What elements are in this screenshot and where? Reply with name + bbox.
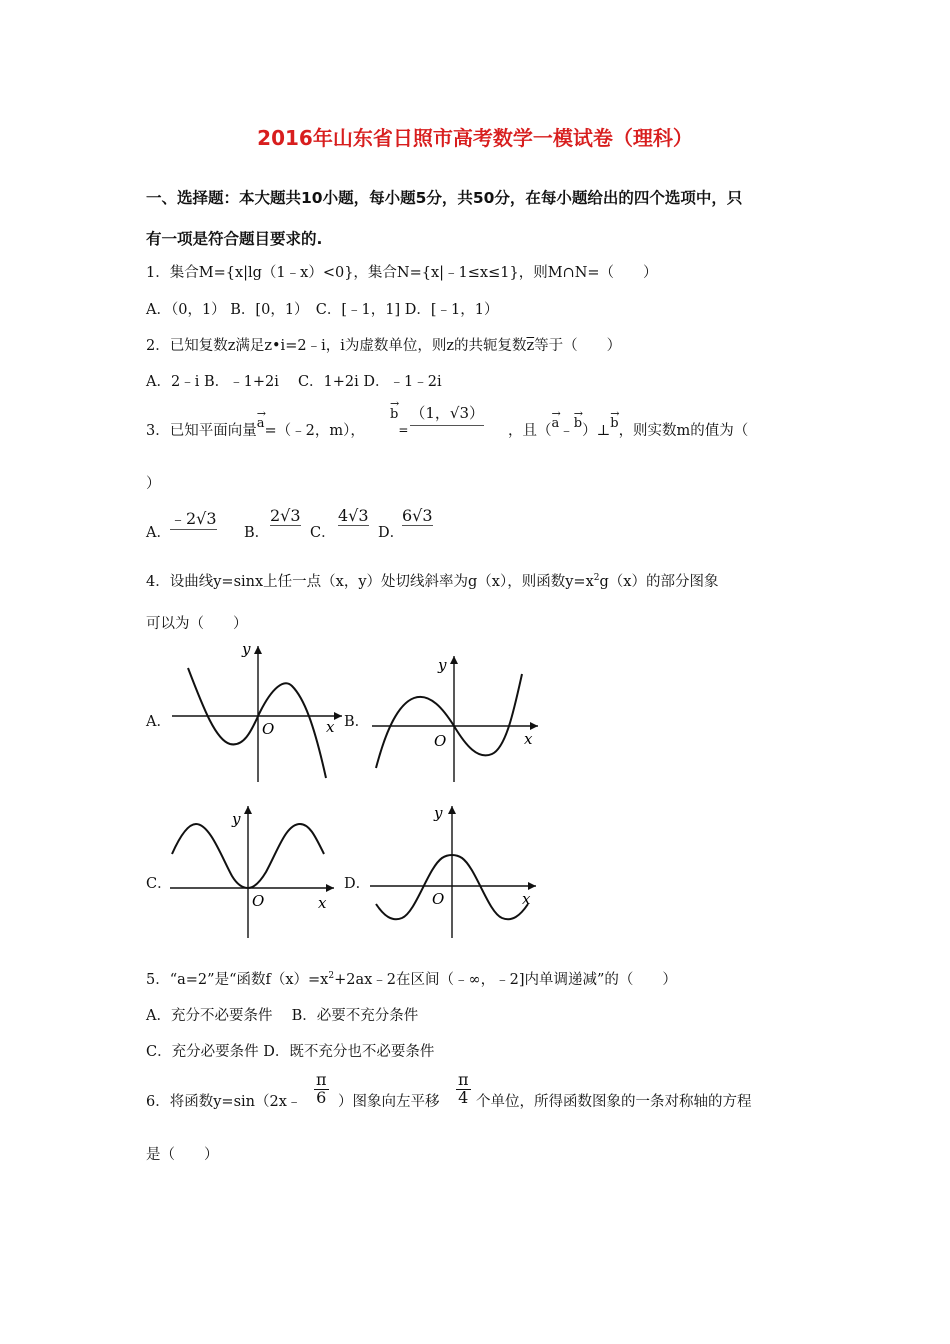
question-2-text-a: 2．已知复数z满足z•i=2﹣i，i为虚数单位，则z的共轭复数 bbox=[146, 338, 527, 354]
question-2-text bbox=[146, 334, 621, 355]
superscript-2-q5: 2 bbox=[328, 971, 335, 982]
q3-option-a-value: ﹣2√3 bbox=[170, 506, 217, 530]
question-2-text-b: 等于（ ） bbox=[534, 338, 622, 354]
vector-b: → b bbox=[390, 397, 400, 422]
graph-c-origin: O bbox=[252, 892, 265, 910]
graph-c-y-label: y bbox=[232, 810, 241, 828]
b-coordinates: （1，√3） bbox=[410, 402, 484, 426]
graph-b bbox=[368, 650, 540, 784]
question-6-text-c: 个单位，所得函数图象的一条对称轴的方程 bbox=[476, 1094, 752, 1110]
question-3-line2: ） bbox=[146, 476, 161, 492]
vector-a: → a bbox=[256, 407, 266, 431]
graph-d-origin: O bbox=[432, 890, 445, 908]
q3-option-c-label: C． bbox=[310, 525, 336, 541]
question-5-options-cd: C．充分必要条件 D．既不充分也不必要条件 bbox=[146, 1044, 435, 1060]
graph-a-origin: O bbox=[262, 720, 275, 738]
question-6-text-a: 6．将函数y=sin（2x﹣ bbox=[146, 1094, 302, 1110]
graph-a-label: A． bbox=[146, 714, 171, 730]
graph-c bbox=[166, 800, 336, 940]
fraction-pi-over-6 bbox=[314, 1072, 329, 1107]
question-3-text-d: ）⊥ bbox=[582, 423, 611, 439]
section-header-line1: 一、选择题：本大题共10小题，每小题5分，共50分，在每小题给出的四个选项中，只 bbox=[146, 189, 743, 207]
minus-sign: ﹣ bbox=[559, 423, 574, 439]
graph-b-y-label: y bbox=[438, 656, 447, 674]
graph-a-y-label: y bbox=[242, 640, 251, 658]
question-5-text-b: +2ax﹣2在区间（﹣∞，﹣2]内单调递减”的（ ） bbox=[334, 972, 677, 988]
question-3-text-b: =（﹣2，m）， bbox=[264, 423, 365, 439]
question-1-text: 1．集合M={x|lg（1﹣x）<0}，集合N={x|﹣1≤x≤1}，则M∩N=（ ） bbox=[146, 265, 658, 281]
question-1-options: A．（0，1） B．[0，1） C．[﹣1，1] D．[﹣1，1） bbox=[146, 302, 499, 318]
question-3-text-cont bbox=[508, 407, 749, 440]
q3-option-d-value: 6√3 bbox=[402, 506, 433, 525]
fraction-2-numerator: π bbox=[458, 1070, 469, 1089]
graph-b-origin: O bbox=[434, 732, 447, 750]
question-5-text bbox=[146, 968, 677, 989]
q3-option-b-value: 2√3 bbox=[270, 506, 301, 525]
fraction-1-denominator: 6 bbox=[316, 1087, 327, 1107]
question-4-text-b: g（x）的部分图象 bbox=[599, 574, 719, 590]
superscript-2: 2 bbox=[593, 573, 600, 584]
q3-option-b-label: B． bbox=[244, 525, 270, 541]
vector-b-2: → b bbox=[573, 407, 583, 431]
graph-d-label: D． bbox=[344, 876, 371, 892]
graph-d-y-label: y bbox=[434, 804, 443, 822]
vector-b-value bbox=[390, 397, 485, 437]
graph-a-x-label: x bbox=[326, 718, 335, 736]
question-4-text-a: 4．设曲线y=sinx上任一点（x，y）处切线斜率为g（x），则函数y=x bbox=[146, 574, 594, 590]
paper-title: 2016年山东省日照市高考数学一模试卷（理科） bbox=[257, 126, 693, 150]
q3-option-c-value: 4√3 bbox=[338, 506, 369, 525]
vector-a-2: → a bbox=[551, 407, 561, 431]
vector-b-3: → b bbox=[610, 407, 620, 431]
graph-c-label: C． bbox=[146, 876, 172, 892]
question-4-line1 bbox=[146, 570, 718, 591]
graph-b-x-label: x bbox=[524, 730, 533, 748]
question-4-line2: 可以为（ ） bbox=[146, 616, 248, 632]
graph-c-x-label: x bbox=[318, 894, 327, 912]
fraction-pi-over-4 bbox=[456, 1072, 471, 1107]
question-6-line2: 是（ ） bbox=[146, 1147, 219, 1163]
graph-d-x-label: x bbox=[522, 890, 531, 908]
question-3-text bbox=[146, 407, 365, 440]
graph-d bbox=[366, 800, 538, 940]
section-header-line2: 有一项是符合题目要求的. bbox=[146, 230, 323, 248]
q3-option-a-label: A． bbox=[146, 525, 171, 541]
fraction-1-numerator: π bbox=[316, 1070, 327, 1089]
equals-sign: = bbox=[398, 423, 409, 437]
question-3-text-e: ，则实数m的值为（ bbox=[618, 423, 749, 439]
graph-a bbox=[168, 640, 344, 784]
question-3-text-c: ，且（ bbox=[508, 423, 552, 439]
question-5-options-ab: A．充分不必要条件 B．必要不充分条件 bbox=[146, 1008, 419, 1024]
question-3-text-a: 3．已知平面向量 bbox=[146, 423, 257, 439]
conjugate-z: $\overline{z}$ bbox=[526, 338, 535, 354]
graph-b-label: B． bbox=[344, 714, 370, 730]
fraction-2-denominator: 4 bbox=[458, 1087, 469, 1107]
question-5-text-a: 5．“a=2”是“函数f（x）=x bbox=[146, 972, 329, 988]
question-6-text-b: ）图象向左平移 bbox=[338, 1094, 440, 1110]
q3-option-d-label: D． bbox=[378, 525, 405, 541]
question-2-options: A．2﹣i B．﹣1+2i C．1+2i D．﹣1﹣2i bbox=[146, 374, 442, 390]
